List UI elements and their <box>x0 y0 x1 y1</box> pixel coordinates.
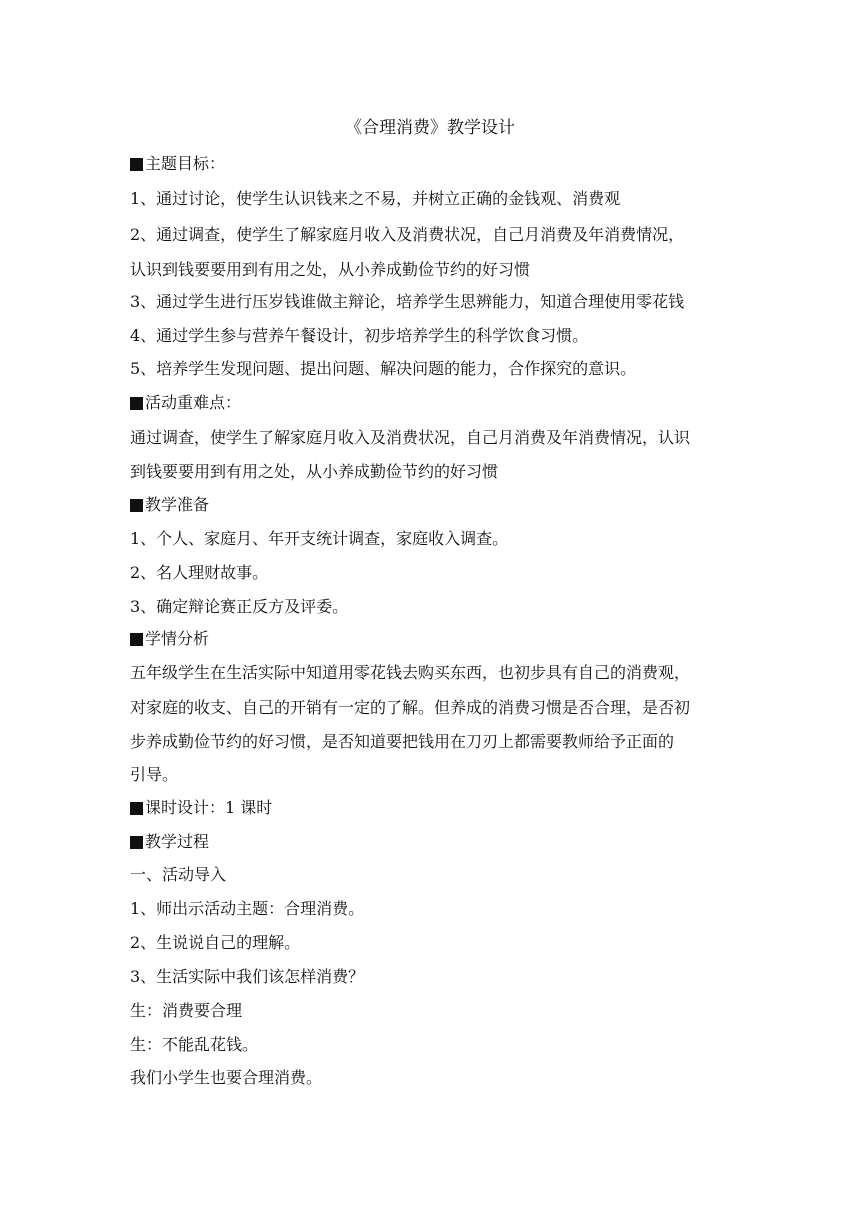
square-bullet-icon <box>130 836 143 849</box>
paragraph-line: 一、活动导入 <box>130 865 227 884</box>
square-bullet-icon <box>130 802 143 815</box>
paragraph-line: 生：消费要合理 <box>130 1001 243 1020</box>
section-heading-key-points <box>130 392 740 414</box>
section-heading-lesson-hours <box>130 797 740 819</box>
heading-text: 主题目标： <box>145 154 226 173</box>
paragraph-line: 对家庭的收支、自己的开销有一定的了解。但养成的消费习惯是否合理，是否初 <box>130 698 691 717</box>
paragraph-line: 引导。 <box>130 765 179 784</box>
paragraph-line: 5、培养学生发现问题、提出问题、解决问题的能力，合作探究的意识。 <box>130 359 637 378</box>
paragraph-line: 3、生活实际中我们该怎样消费？ <box>130 967 365 986</box>
paragraph-line: 4、通过学生参与营养午餐设计，初步培养学生的科学饮食习惯。 <box>130 326 589 345</box>
document-title: 《合理消费》教学设计 <box>345 118 515 138</box>
paragraph-line: 2、生说说自己的理解。 <box>130 933 301 952</box>
paragraph-line: 我们小学生也要合理消费。 <box>130 1068 323 1087</box>
heading-text: 学情分析 <box>145 629 210 648</box>
heading-text: 课时设计：1 课时 <box>145 798 273 817</box>
paragraph-line: 通过调查，使学生了解家庭月收入及消费状况，自己月消费及年消费情况，认识 <box>130 428 691 447</box>
heading-text: 活动重难点： <box>145 393 242 412</box>
section-heading-goals <box>130 153 740 175</box>
paragraph-line: 1、通过讨论，使学生认识钱来之不易，并树立正确的金钱观、消费观 <box>130 189 621 208</box>
square-bullet-icon <box>130 158 143 171</box>
paragraph-line: 1、师出示活动主题：合理消费。 <box>130 899 365 918</box>
paragraph-line: 到钱要要用到有用之处，从小养成勤俭节约的好习惯 <box>130 462 499 481</box>
section-heading-process <box>130 831 740 853</box>
heading-text: 教学过程 <box>145 832 210 851</box>
paragraph-line: 3、确定辩论赛正反方及评委。 <box>130 597 349 616</box>
paragraph-line: 步养成勤俭节约的好习惯，是否知道要把钱用在刀刃上都需要教师给予正面的 <box>130 732 675 751</box>
paragraph-line: 3、通过学生进行压岁钱谁做主辩论，培养学生思辨能力，知道合理使用零花钱 <box>130 292 685 311</box>
heading-text: 教学准备 <box>145 495 210 514</box>
square-bullet-icon <box>130 397 143 410</box>
paragraph-line: 生：不能乱花钱。 <box>130 1035 259 1054</box>
paragraph-line: 1、个人、家庭月、年开支统计调查，家庭收入调查。 <box>130 529 509 548</box>
square-bullet-icon <box>130 499 143 512</box>
paragraph-line: 2、通过调查，使学生了解家庭月收入及消费状况，自己月消费及年消费情况， <box>130 225 685 244</box>
paragraph-line: 认识到钱要要用到有用之处，从小养成勤俭节约的好习惯 <box>130 260 531 279</box>
section-heading-preparation <box>130 494 740 516</box>
paragraph-line: 2、名人理财故事。 <box>130 563 269 582</box>
paragraph-line: 五年级学生在生活实际中知道用零花钱去购买东西，也初步具有自己的消费观， <box>130 663 691 682</box>
section-heading-analysis <box>130 628 740 650</box>
square-bullet-icon <box>130 633 143 646</box>
